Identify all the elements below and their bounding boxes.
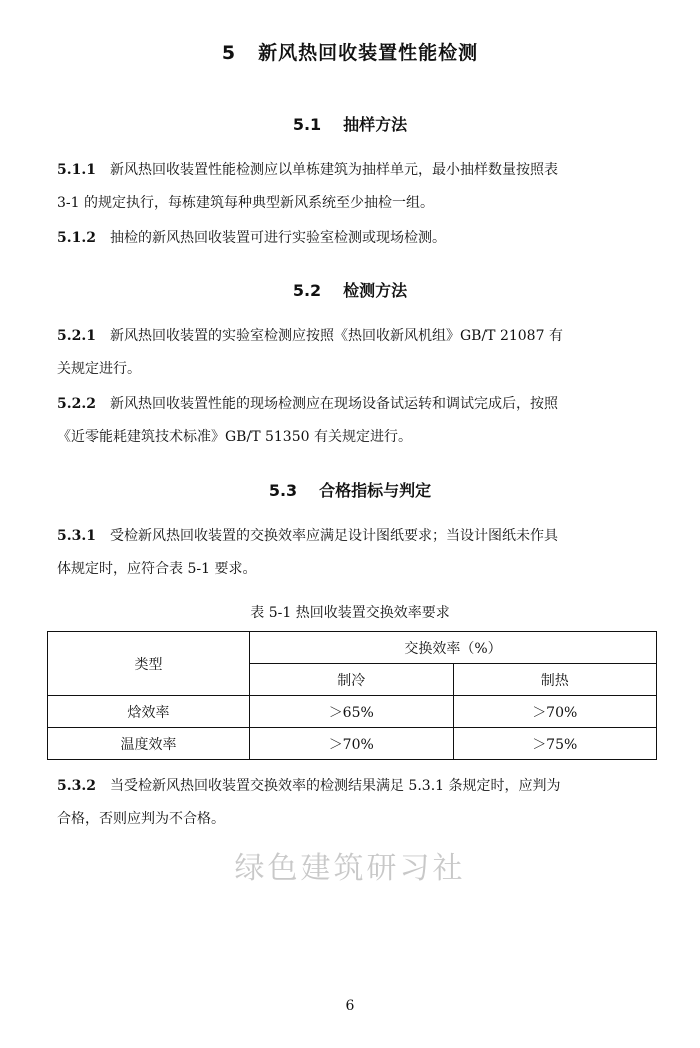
section-number: 5.3 — [268, 481, 298, 500]
clause-text-line1: 抽检的新风热回收装置可进行实验室检测或现场检测。 — [109, 230, 446, 246]
header-type: 类型 — [48, 632, 250, 696]
section-number: 5.1 — [292, 115, 322, 134]
clause-number: 5.3.2 — [57, 778, 96, 794]
clause-5-3-1 — [57, 520, 649, 586]
clause-text-line2: 《近零能耗建筑技术标准》GB/T 51350 有关规定进行。 — [57, 429, 412, 445]
cell-type: 焓效率 — [48, 696, 250, 728]
clause-text-line1: 新风热回收装置性能检测应以单栋建筑为抽样单元，最小抽样数量按照表 — [109, 162, 558, 178]
efficiency-table — [47, 631, 657, 760]
clause-text-line1: 新风热回收装置性能的现场检测应在现场设备试运转和调试完成后，按照 — [109, 396, 558, 412]
table-row — [48, 696, 657, 728]
clause-5-3-2 — [57, 770, 649, 836]
table-caption: 表 5-1 热回收装置交换效率要求 — [250, 605, 450, 621]
header-cooling: 制冷 — [250, 664, 454, 696]
clause-text-line1: 当受检新风热回收装置交换效率的检测结果满足 5.3.1 条规定时，应判为 — [109, 778, 561, 794]
clause-text-line1: 新风热回收装置的实验室检测应按照《热回收新风机组》GB/T 21087 有 — [109, 328, 563, 344]
cell-cooling: ＞65% — [250, 696, 454, 728]
section-title: 检测方法 — [343, 281, 408, 300]
clause-number: 5.1.1 — [57, 162, 96, 178]
page-number: 6 — [345, 998, 355, 1014]
section-heading-5-1 — [0, 112, 700, 135]
section-heading-5-3 — [0, 478, 700, 501]
table-header-row — [48, 632, 657, 664]
header-heating: 制热 — [453, 664, 657, 696]
clause-number: 5.2.1 — [57, 328, 96, 344]
clause-number: 5.3.1 — [57, 528, 96, 544]
clause-5-2-1 — [57, 320, 649, 386]
clause-5-1-1 — [57, 154, 649, 220]
clause-text-line2: 关规定进行。 — [57, 361, 141, 377]
cell-heating: ＞70% — [453, 696, 657, 728]
watermark: 绿色建筑研习社 — [234, 851, 466, 886]
section-title: 合格指标与判定 — [319, 481, 432, 500]
cell-type: 温度效率 — [48, 728, 250, 760]
chapter-title: 新风热回收装置性能检测 — [258, 42, 479, 64]
section-number: 5.2 — [292, 281, 322, 300]
table-row — [48, 728, 657, 760]
clause-text-line2: 合格，否则应判为不合格。 — [57, 811, 225, 827]
chapter-number: 5 — [221, 42, 237, 64]
clause-text-line2: 3-1 的规定执行，每栋建筑每种典型新风系统至少抽检一组。 — [57, 195, 434, 211]
clause-number: 5.1.2 — [57, 230, 96, 246]
clause-text-line2: 体规定时，应符合表 5-1 要求。 — [57, 561, 257, 577]
clause-number: 5.2.2 — [57, 396, 96, 412]
header-efficiency-group: 交换效率（%） — [250, 632, 657, 664]
cell-cooling: ＞70% — [250, 728, 454, 760]
clause-5-2-2 — [57, 388, 649, 454]
section-title: 抽样方法 — [343, 115, 408, 134]
section-heading-5-2 — [0, 278, 700, 301]
clause-text-line1: 受检新风热回收装置的交换效率应满足设计图纸要求；当设计图纸未作具 — [109, 528, 558, 544]
cell-heating: ＞75% — [453, 728, 657, 760]
chapter-heading — [0, 38, 700, 65]
clause-5-1-2 — [57, 222, 649, 255]
